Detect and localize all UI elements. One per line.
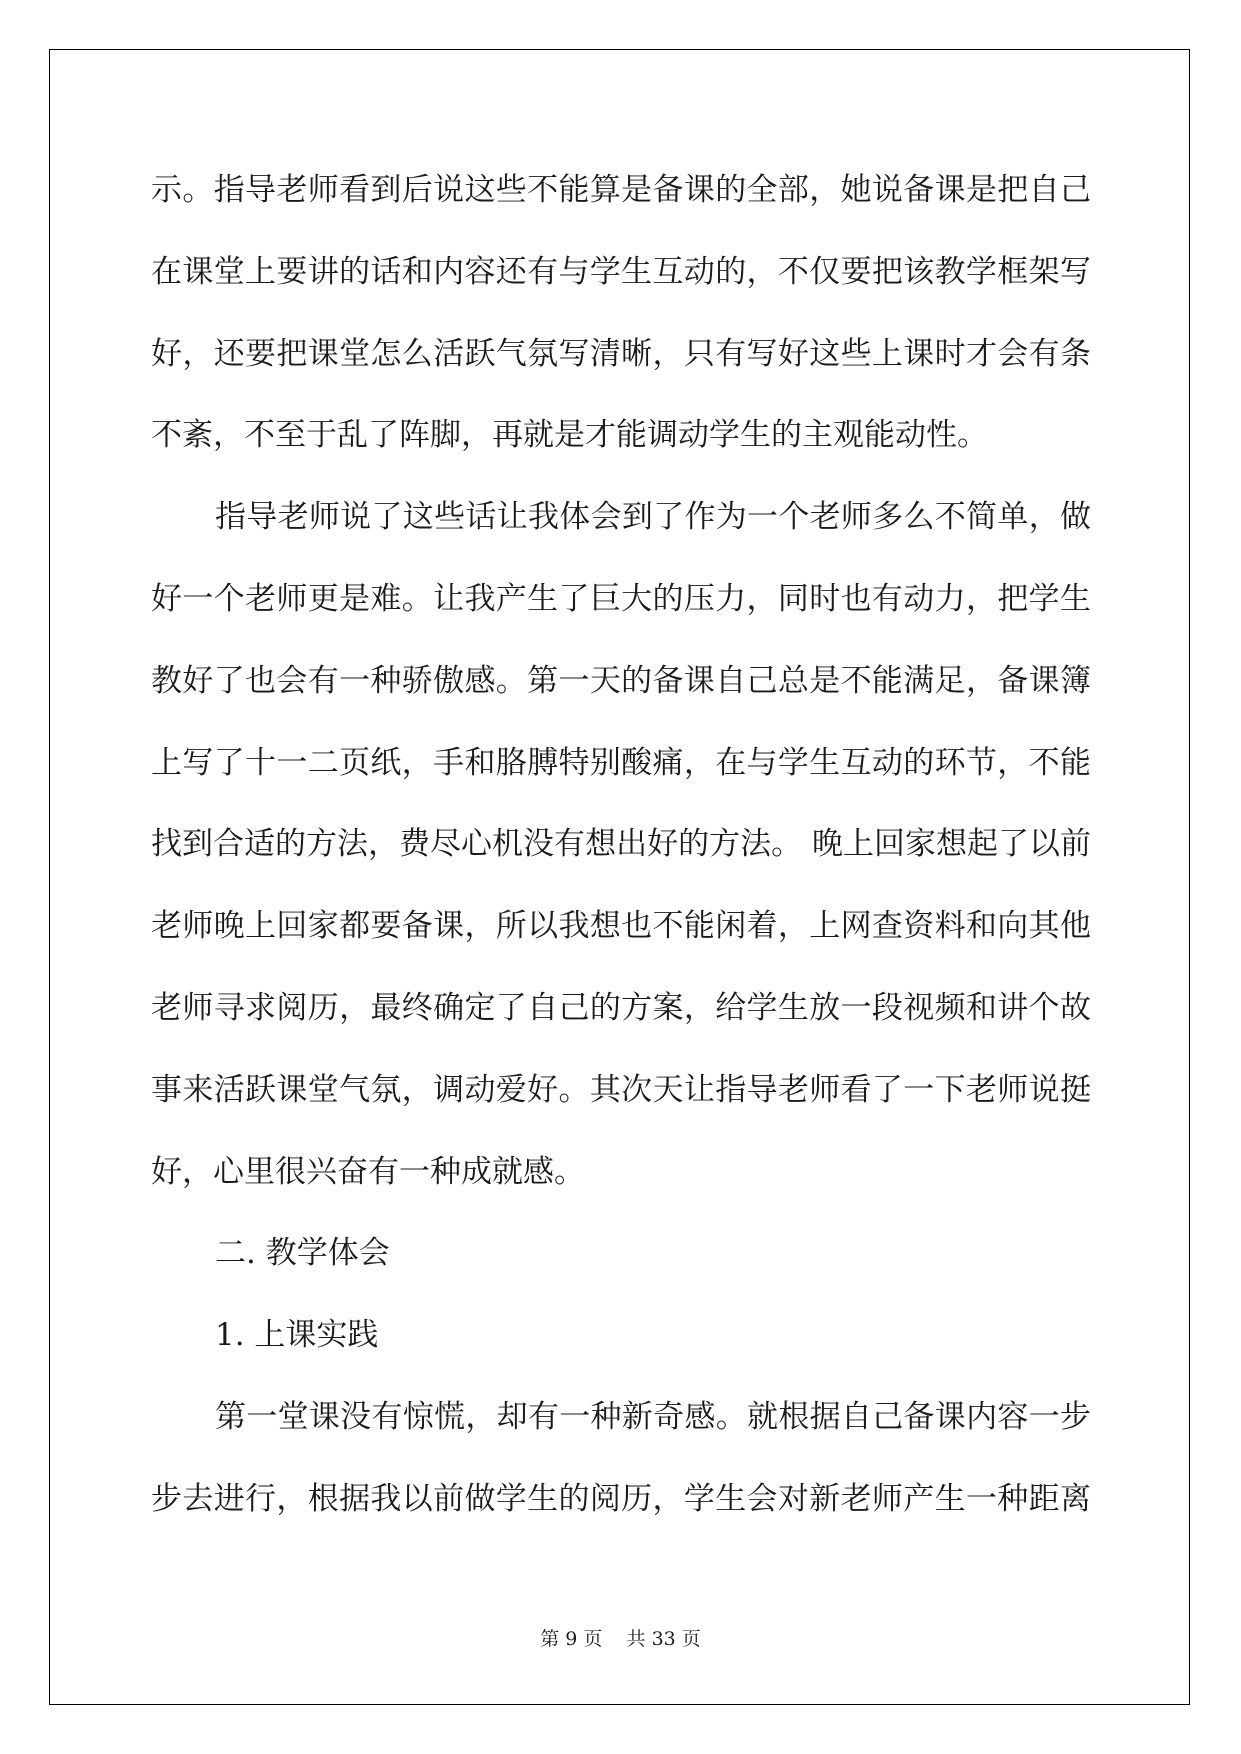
text-line: 上写了十一二页纸，手和胳膊特别酸痛，在与学生互动的环节，不能 — [151, 744, 1091, 781]
text-line: 不紊，不至于乱了阵脚，再就是才能调动学生的主观能动性。 — [151, 417, 988, 454]
text-line: 事来活跃课堂气氛，调动爱好。其次天让指导老师看了一下老师说挺 — [151, 1071, 1091, 1108]
text-line: 示。指导老师看到后说这些不能算是备课的全部，她说备课是把自己 — [151, 172, 1091, 208]
document-body — [151, 150, 1091, 1541]
text-line: 好，还要把课堂怎么活跃气氛写清晰，只有写好这些上课时才会有条 — [151, 335, 1091, 372]
paragraph-first-line: 指导老师说了这些话让我体会到了作为一个老师多么不简单，做 — [215, 499, 1091, 536]
section-heading: 二. 教学体会 — [215, 1235, 390, 1272]
text-line: 好一个老师更是难。让我产生了巨大的压力，同时也有动力，把学生 — [151, 580, 1091, 617]
text-line: 在课堂上要讲的话和内容还有与学生互动的，不仅要把该教学框架写 — [151, 253, 1091, 290]
text-line: 步去进行，根据我以前做学生的阅历，学生会对新老师产生一种距离 — [151, 1480, 1091, 1517]
text-line: 好，心里很兴奋有一种成就感。 — [151, 1153, 585, 1190]
page-number: 第 9 页 共 33 页 — [540, 1628, 701, 1650]
text-line: 老师寻求阅历，最终确定了自己的方案，给学生放一段视频和讲个故 — [151, 989, 1091, 1026]
subsection-heading: 1. 上课实践 — [215, 1317, 379, 1354]
text-line: 老师晚上回家都要备课，所以我想也不能闲着，上网查资料和向其他 — [151, 908, 1091, 945]
paragraph-first-line: 第一堂课没有惊慌，却有一种新奇感。就根据自己备课内容一步 — [215, 1398, 1091, 1435]
text-line: 教好了也会有一种骄傲感。第一天的备课自己总是不能满足，备课簿 — [151, 662, 1091, 699]
text-line: 找到合适的方法，费尽心机没有想出好的方法。 晚上回家想起了以前 — [151, 826, 1091, 863]
